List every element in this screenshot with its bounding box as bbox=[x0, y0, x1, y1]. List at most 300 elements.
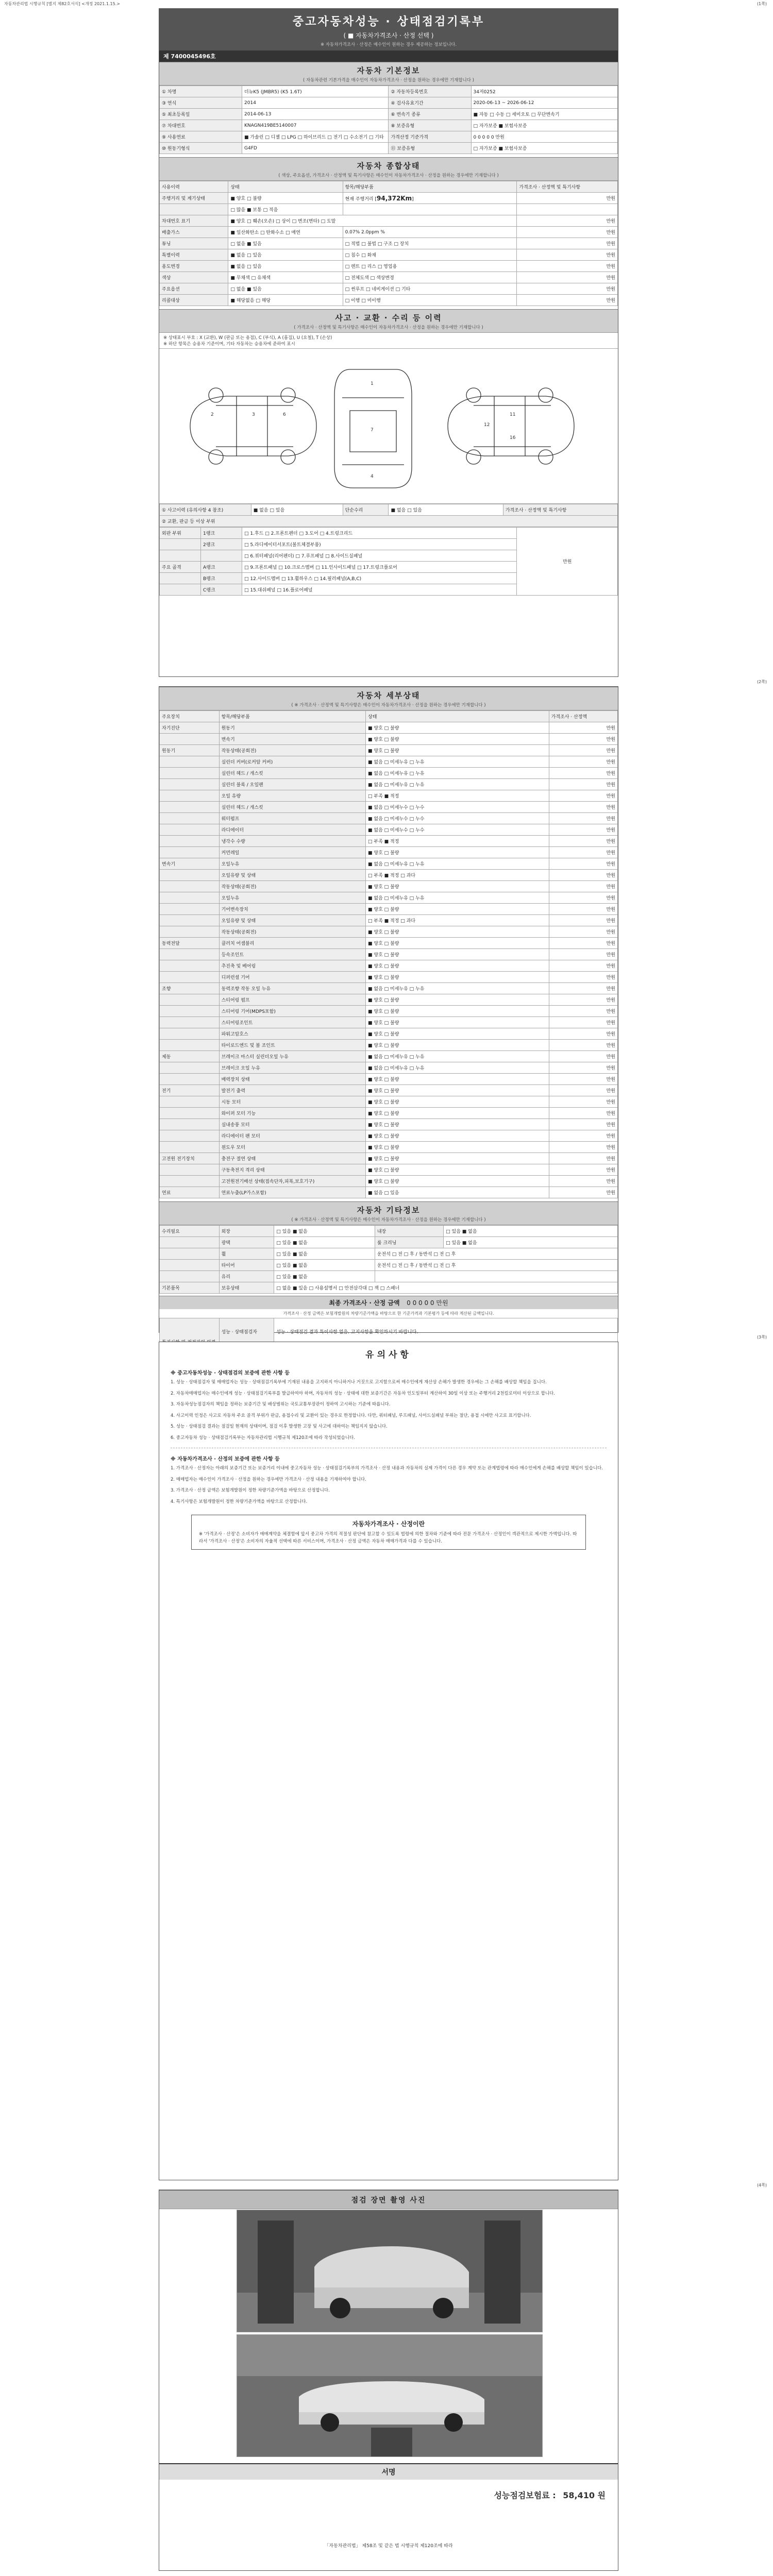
special-row bbox=[160, 1318, 618, 1345]
group: 수리필요 bbox=[160, 1226, 220, 1237]
price: 만원 bbox=[549, 1130, 617, 1142]
state: 운전석 □ 전 □ 후 / 동반석 □ 전 □ 후 bbox=[375, 1248, 617, 1260]
state: □ 없음 ■ 있음 □ 사용설명서 □ 안전삼각대 □ 잭 □ 스패너 bbox=[274, 1282, 618, 1294]
item: 외장 bbox=[219, 1226, 274, 1237]
state: □ 있음 ■ 없음 bbox=[274, 1248, 375, 1260]
item: 광택 bbox=[219, 1237, 274, 1248]
basic-info-title: 자동차 기본정보 bbox=[357, 66, 421, 75]
detail-row bbox=[160, 790, 618, 802]
group bbox=[160, 1248, 220, 1260]
price: 만원 bbox=[549, 836, 617, 847]
other-heading bbox=[159, 1201, 618, 1225]
detail-row bbox=[160, 745, 618, 756]
basic-row bbox=[160, 109, 618, 120]
device bbox=[160, 1074, 220, 1085]
car-diagram bbox=[159, 348, 618, 504]
state: 운전석 □ 전 □ 후 / 동반석 □ 전 □ 후 bbox=[375, 1260, 617, 1271]
state: ■ 양호 □ 불량 bbox=[366, 1006, 549, 1017]
inspection-photo-2 bbox=[237, 2334, 543, 2457]
device bbox=[160, 926, 220, 938]
detail-row bbox=[160, 813, 618, 824]
item: 오일누유 bbox=[219, 858, 365, 870]
item: 유리 bbox=[219, 1271, 274, 1282]
state: ■ 양호 □ 불량 bbox=[366, 1130, 549, 1142]
basic-info-subtitle: ( 자동차관련 기본가격을 매수인이 자동차가격조사 · 산정을 원하는 경우에만 기재합니다 ) bbox=[303, 78, 474, 83]
item: 휠 bbox=[219, 1248, 274, 1260]
fee-label: 성능점검보험료 : bbox=[494, 2490, 556, 2500]
detail-row bbox=[160, 1040, 618, 1051]
item: 스티어링조인트 bbox=[219, 1017, 365, 1028]
detail-title: 자동차 세부상태 bbox=[357, 691, 421, 700]
rank: B랭크 bbox=[201, 573, 242, 584]
item: 클러치 어셈블리 bbox=[219, 938, 365, 949]
item: 오일누유 bbox=[219, 892, 365, 904]
price: 만원 bbox=[549, 847, 617, 858]
state: □ 있음 ■ 없음 bbox=[444, 1237, 618, 1248]
state: ■ 양호 □ 불량 bbox=[366, 745, 549, 756]
detail-row bbox=[160, 881, 618, 892]
price: 만원 bbox=[549, 722, 617, 734]
item: 내장 bbox=[375, 1226, 443, 1237]
other-row bbox=[160, 1271, 618, 1282]
price: 만원 bbox=[549, 824, 617, 836]
page-strip-1 bbox=[0, 1, 773, 7]
price: 만원 bbox=[549, 926, 617, 938]
detail-row bbox=[160, 994, 618, 1006]
device bbox=[160, 802, 220, 813]
item: 추진축 및 베어링 bbox=[219, 960, 365, 972]
caution-item: 2. 매매업자는 매수인이 가격조사 · 산정을 원하는 경우에만 가격조사 · 산정 내용을 기재하여야 합니다. bbox=[171, 1477, 366, 1482]
svg-text:11: 11 bbox=[510, 412, 516, 417]
item: 보유상태 bbox=[219, 1282, 274, 1294]
summary-row bbox=[160, 215, 618, 227]
other-row bbox=[160, 1237, 618, 1248]
label: 색상 bbox=[160, 272, 228, 283]
photo-illustration bbox=[237, 2335, 542, 2456]
detail-row bbox=[160, 972, 618, 983]
detail-header-row bbox=[160, 711, 618, 722]
price: 만원 bbox=[549, 1051, 617, 1062]
parts: □ 15.대쉬패널 □ 16.플로어패널 bbox=[242, 584, 517, 596]
parts: □ 5.라디에이터서포트(볼트체결부품) bbox=[242, 539, 517, 550]
price-col: 가격조사 · 산정액 및 특기사항 bbox=[503, 504, 617, 516]
price: 만원 bbox=[549, 734, 617, 745]
price: 만원 bbox=[549, 768, 617, 779]
state: ■ 없음 □ 미세누수 □ 누수 bbox=[366, 813, 549, 824]
state: ■ 양호 □ 불량 bbox=[366, 960, 549, 972]
label: 특별이력 bbox=[160, 249, 228, 261]
label: 주요옵션 bbox=[160, 283, 228, 295]
item: 시동 모터 bbox=[219, 1096, 365, 1108]
photos-heading bbox=[159, 2190, 618, 2209]
item: 오일유량 및 상태 bbox=[219, 915, 365, 926]
part: □ 이행 □ 미이행 bbox=[343, 295, 517, 306]
page-4 bbox=[159, 2190, 618, 2571]
summary-heading bbox=[159, 157, 618, 181]
device bbox=[160, 1176, 220, 1187]
price: 만원 bbox=[549, 870, 617, 881]
cautions-section-1: ※ 중고자동차성능 · 상태점검의 보증에 관한 사항 등 bbox=[171, 1370, 290, 1376]
item: 스티어링 펌프 bbox=[219, 994, 365, 1006]
page-number: (1쪽) bbox=[757, 2, 767, 6]
item: 파워고압호스 bbox=[219, 1028, 365, 1040]
state: ■ 없음 □ 미세누유 □ 누유 bbox=[366, 892, 549, 904]
device bbox=[160, 915, 220, 926]
label bbox=[160, 204, 228, 215]
state: ■ 양호 □ 불량 bbox=[366, 926, 549, 938]
caution-item: 4. 사고이력 인정은 사고로 자동차 주요 골격 부위가 판금, 용접수리 및 교환이 있는 경우로 한정합니다. 다만, 쿼터패널, 루프패널, 사이드실패널 부위는 절단, 용접 시에만 사고로 표기합니다. bbox=[171, 1413, 531, 1418]
item: 연료누출(LP가스포함) bbox=[219, 1187, 365, 1198]
label: ⑨ 사용연료 bbox=[160, 131, 242, 143]
item: 스티어링 기어(MDPS포함) bbox=[219, 1006, 365, 1017]
group: 기본품목 bbox=[160, 1282, 220, 1294]
summary-subtitle: ( 색상, 주요옵션, 가격조사 · 산정액 및 특기사항은 매수인이 자동차가격조사 · 산정을 원하는 경우에만 기재합니다 ) bbox=[278, 173, 499, 178]
caution-item: 6. 중고자동차 성능 · 상태점검기록부는 자동차관리법 시행규칙 제120조에 따라 작성되었습니다. bbox=[171, 1435, 355, 1440]
accident-legend bbox=[159, 333, 618, 348]
state: □ 없음 ■ 있음 bbox=[228, 238, 343, 249]
group bbox=[160, 1237, 220, 1248]
detail-row bbox=[160, 1085, 618, 1096]
group: 외판 부위 bbox=[160, 528, 201, 539]
state: ■ 양호 □ 불량 bbox=[366, 1108, 549, 1119]
detail-row bbox=[160, 722, 618, 734]
value: 2020-06-13 ~ 2026-06-12 bbox=[471, 97, 618, 109]
summary-row bbox=[160, 193, 618, 204]
detail-row bbox=[160, 734, 618, 745]
price: 만원 bbox=[549, 1153, 617, 1164]
price: 만원 bbox=[549, 915, 617, 926]
device: 고전원 전기장치 bbox=[160, 1153, 220, 1164]
state: ■ 양호 □ 불량 bbox=[366, 881, 549, 892]
label: ① 차명 bbox=[160, 86, 242, 97]
other-title: 자동차 기타정보 bbox=[357, 1206, 421, 1215]
device bbox=[160, 836, 220, 847]
price: 만원 bbox=[517, 227, 618, 238]
detail-row bbox=[160, 949, 618, 960]
device bbox=[160, 847, 220, 858]
part: 0.07% 2.0ppm % bbox=[343, 227, 517, 238]
state: ■ 없음 □ 미세누유 □ 누유 bbox=[366, 1062, 549, 1074]
detail-table bbox=[159, 710, 618, 1198]
label: 튜닝 bbox=[160, 238, 228, 249]
device bbox=[160, 892, 220, 904]
other-row bbox=[160, 1226, 618, 1237]
price: 만원 bbox=[517, 193, 618, 204]
device: 전기 bbox=[160, 1085, 220, 1096]
other-row bbox=[160, 1282, 618, 1294]
detail-row bbox=[160, 892, 618, 904]
detail-row bbox=[160, 1187, 618, 1198]
special-sub: 성능 · 상태점검자 bbox=[219, 1318, 274, 1345]
insurance-fee bbox=[159, 2480, 618, 2506]
summary-row bbox=[160, 238, 618, 249]
item: 작동상태(공회전) bbox=[219, 926, 365, 938]
accident-subtitle: ( 가격조사 · 산정액 및 특기사항은 매수인이 자동차가격조사 · 산정을 원하는 경우에만 기재합니다 ) bbox=[294, 325, 483, 330]
box-title: 자동차가격조사 · 산정이란 bbox=[352, 1520, 425, 1528]
item: 작동상태(공회전) bbox=[219, 745, 365, 756]
part: □ 썬루프 □ 네비게이션 □ 기타 bbox=[343, 283, 517, 295]
accident-heading bbox=[159, 309, 618, 333]
label: ⑤ 최초등록일 bbox=[160, 109, 242, 120]
part: □ 적법 □ 불법 □ 구조 □ 장치 bbox=[343, 238, 517, 249]
detail-row bbox=[160, 1062, 618, 1074]
summary-table bbox=[159, 181, 618, 306]
page-3 bbox=[159, 1342, 618, 2180]
state: ■ 양호 □ 훼손(오손) □ 상이 □ 변조(변타) □ 도말 bbox=[228, 215, 517, 227]
price: 만원 bbox=[549, 1096, 617, 1108]
detail-row bbox=[160, 904, 618, 915]
detail-row bbox=[160, 926, 618, 938]
state: ■ 양호 □ 불량 bbox=[366, 734, 549, 745]
detail-row bbox=[160, 1051, 618, 1062]
state: □ 부족 ■ 적정 bbox=[366, 836, 549, 847]
group bbox=[160, 539, 201, 550]
price: 만원 bbox=[549, 1108, 617, 1119]
state: □ 없음 ■ 있음 bbox=[228, 283, 343, 295]
summary-row bbox=[160, 272, 618, 283]
device bbox=[160, 904, 220, 915]
price: 만원 bbox=[549, 1017, 617, 1028]
device bbox=[160, 1062, 220, 1074]
cautions-title: 유의사항 bbox=[365, 1350, 412, 1360]
state bbox=[375, 1271, 617, 1282]
svg-text:12: 12 bbox=[484, 422, 490, 428]
value: ■ 없음 □ 있음 bbox=[389, 504, 503, 516]
price: 만원 bbox=[517, 295, 618, 306]
state: ■ 양호 □ 불량 bbox=[366, 1176, 549, 1187]
group bbox=[160, 1260, 220, 1271]
mileage-label: 현재 주행거리 bbox=[345, 196, 374, 202]
item: 실내송풍 모터 bbox=[219, 1119, 365, 1130]
summary-header-row bbox=[160, 181, 618, 193]
group bbox=[160, 550, 201, 562]
document-number: 제 7400045496호 bbox=[159, 50, 618, 62]
photos-title: 점검 장면 촬영 사진 bbox=[351, 2196, 426, 2205]
part: □ 침수 □ 화재 bbox=[343, 249, 517, 261]
label: 배출가스 bbox=[160, 227, 228, 238]
label: ⑧ 보증유형 bbox=[389, 120, 471, 131]
state: ■ 양호 □ 불량 bbox=[366, 722, 549, 734]
item: 충전구 절연 상태 bbox=[219, 1153, 365, 1164]
value: □ 자가보증 ■ 보험사보증 bbox=[471, 120, 618, 131]
detail-row bbox=[160, 802, 618, 813]
price: 만원 bbox=[549, 960, 617, 972]
state: ■ 양호 □ 불량 bbox=[366, 1085, 549, 1096]
basic-info-table bbox=[159, 86, 618, 154]
price: 만원 bbox=[549, 994, 617, 1006]
item: 룸 크리닝 bbox=[375, 1237, 443, 1248]
item: 라디에이터 팬 모터 bbox=[219, 1130, 365, 1142]
state: ■ 해당없음 □ 해당 bbox=[228, 295, 343, 306]
state: ■ 없음 □ 미세누유 □ 누유 bbox=[366, 1051, 549, 1062]
state: ■ 없음 □ 있음 bbox=[366, 1187, 549, 1198]
col-header: 가격조사 · 산정액 bbox=[549, 711, 617, 722]
price: 만원 bbox=[517, 238, 618, 249]
detail-row bbox=[160, 1096, 618, 1108]
detail-row bbox=[160, 915, 618, 926]
state: ■ 양호 □ 불량 bbox=[366, 1096, 549, 1108]
state: ■ 일산화탄소 □ 탄화수소 □ 매연 bbox=[228, 227, 343, 238]
detail-row bbox=[160, 779, 618, 790]
device bbox=[160, 1130, 220, 1142]
rank: C랭크 bbox=[201, 584, 242, 596]
price: 만원 bbox=[549, 858, 617, 870]
device bbox=[160, 949, 220, 960]
page-number: (3쪽) bbox=[757, 1335, 767, 1340]
item: 실린더 헤드 / 개스킷 bbox=[219, 802, 365, 813]
final-price-value: 0 0 0 0 0 만원 bbox=[407, 1299, 448, 1307]
state: ■ 양호 □ 불량 bbox=[366, 1119, 549, 1130]
price: 만원 bbox=[517, 261, 618, 272]
col-header: 항목/해당부품 bbox=[219, 711, 365, 722]
col-header: 상태 bbox=[366, 711, 549, 722]
item: 동력조향 작동 오일 누유 bbox=[219, 983, 365, 994]
detail-row bbox=[160, 938, 618, 949]
state: ■ 없음 □ 미세누유 □ 누유 bbox=[366, 779, 549, 790]
label: ⑦ 차대번호 bbox=[160, 120, 242, 131]
parts: □ 1.후드 □ 2.프론트펜더 □ 3.도어 □ 4.트렁크리드 bbox=[242, 528, 517, 539]
item: 냉각수 수량 bbox=[219, 836, 365, 847]
summary-title: 자동차 종합상태 bbox=[357, 161, 421, 171]
parts: □ 9.프론트패널 □ 10.크로스멤버 □ 11.인사이드패널 □ 17.트렁크플로어 bbox=[242, 562, 517, 573]
device bbox=[160, 960, 220, 972]
special-text: 성능 · 상태점검 결과 특이사항 없음. 고지사항을 확인하시기 바랍니다. bbox=[274, 1318, 618, 1345]
rank-title: ② 교환, 판금 등 이상 부위 bbox=[160, 516, 618, 527]
item: 실린더 헤드 / 개스킷 bbox=[219, 768, 365, 779]
device bbox=[160, 1108, 220, 1119]
accident-title: 사고 · 교환 · 수리 등 이력 bbox=[335, 313, 442, 323]
item: 타이로드엔드 및 볼 조인트 bbox=[219, 1040, 365, 1051]
value: ■ 가솔린 □ 디젤 □ LPG □ 하이브리드 □ 전기 □ 수소전기 □ 기타 bbox=[242, 131, 389, 143]
item: 커먼레일 bbox=[219, 847, 365, 858]
device bbox=[160, 1028, 220, 1040]
rank: A랭크 bbox=[201, 562, 242, 573]
device bbox=[160, 779, 220, 790]
state: □ 있음 ■ 없음 bbox=[274, 1271, 375, 1282]
price: 만원 bbox=[549, 1040, 617, 1051]
price: 만원 bbox=[549, 1085, 617, 1096]
device bbox=[160, 1017, 220, 1028]
detail-row bbox=[160, 1028, 618, 1040]
price: 만원 bbox=[549, 949, 617, 960]
part: □ 전체도색 □ 색상변경 bbox=[343, 272, 517, 283]
summary-row bbox=[160, 249, 618, 261]
price: 만원 bbox=[549, 892, 617, 904]
label: 리콜대상 bbox=[160, 295, 228, 306]
state: ■ 없음 □ 있음 bbox=[228, 249, 343, 261]
col-header: 가격조사 · 산정액 및 특기사항 bbox=[517, 181, 618, 193]
page-1 bbox=[159, 8, 618, 677]
page-strip-4 bbox=[0, 2182, 773, 2189]
price bbox=[517, 204, 618, 215]
page-2 bbox=[159, 686, 618, 1333]
svg-text:3: 3 bbox=[252, 412, 255, 417]
caution-item: 3. 가격조사 · 산정 금액은 보험개발원이 정한 차량기준가액을 바탕으로 산정합니다. bbox=[171, 1488, 330, 1493]
device bbox=[160, 734, 220, 745]
value: 34저0252 bbox=[471, 86, 618, 97]
state: ■ 무채색 □ 유채색 bbox=[228, 272, 343, 283]
form-note: ※ 자동차가격조사 · 산정은 매수인이 원하는 경우 제공하는 정보입니다. bbox=[320, 42, 457, 47]
other-row bbox=[160, 1248, 618, 1260]
item: 작동상태(공회전) bbox=[219, 881, 365, 892]
detail-row bbox=[160, 768, 618, 779]
state: ■ 없음 □ 미세누유 □ 누유 bbox=[366, 756, 549, 768]
summary-row bbox=[160, 227, 618, 238]
svg-text:2: 2 bbox=[211, 412, 214, 417]
label: 가격산정 기준가격 bbox=[389, 131, 471, 143]
svg-text:6: 6 bbox=[283, 412, 286, 417]
value: KNAGN419BE5140007 bbox=[242, 120, 389, 131]
caution-item: 5. 성능 · 상태점검 결과는 점검일 현재의 상태이며, 점검 이후 발생한 고장 및 사고에 대하여는 책임지지 않습니다. bbox=[171, 1424, 388, 1429]
device bbox=[160, 1119, 220, 1130]
device: 자기진단 bbox=[160, 722, 220, 734]
label: ⑪ 보증유형 bbox=[389, 143, 471, 154]
device bbox=[160, 1040, 220, 1051]
device: 원동기 bbox=[160, 745, 220, 756]
mileage-cell: 현재 주행거리 [94,372Km] bbox=[343, 193, 517, 204]
other-row bbox=[160, 1260, 618, 1271]
detail-row bbox=[160, 1074, 618, 1085]
detail-row bbox=[160, 1153, 618, 1164]
item: 발전기 출력 bbox=[219, 1085, 365, 1096]
detail-row bbox=[160, 756, 618, 768]
state: ■ 없음 □ 미세누수 □ 누수 bbox=[366, 824, 549, 836]
state: ■ 양호 □ 불량 bbox=[366, 949, 549, 960]
law-reference: 「자동차관리법」 제58조 및 같은 법 시행규칙 제120조에 따라 bbox=[324, 2544, 453, 2549]
value: □ 자가보증 ■ 보험사보증 bbox=[471, 143, 618, 154]
item: 윈도우 모터 bbox=[219, 1142, 365, 1153]
svg-text:16: 16 bbox=[510, 435, 516, 440]
detail-heading bbox=[159, 687, 618, 710]
price: 만원 bbox=[517, 249, 618, 261]
rank bbox=[201, 550, 242, 562]
price: 만원 bbox=[549, 790, 617, 802]
summary-row bbox=[160, 295, 618, 306]
label: ② 자동차등록번호 bbox=[389, 86, 471, 97]
legend-line: ※ 하단 항목은 승용차 기준이며, 기타 자동차는 승용차에 준하여 표시 bbox=[163, 342, 295, 347]
final-price-label: 최종 가격조사 · 산정 금액 bbox=[329, 1299, 400, 1307]
detail-row bbox=[160, 1176, 618, 1187]
value: G4FD bbox=[242, 143, 389, 154]
summary-row bbox=[160, 204, 618, 215]
price: 만원 bbox=[549, 779, 617, 790]
basic-info-heading bbox=[159, 62, 618, 86]
item: 라디에이터 bbox=[219, 824, 365, 836]
fee-value: 58,410 원 bbox=[563, 2490, 606, 2500]
rank: 1랭크 bbox=[201, 528, 242, 539]
box-text: ※ '가격조사 · 산정'은 소비자가 매매계약을 체결함에 앞서 중고차 가격의 적절성 판단에 참고할 수 있도록 법령에 의한 절차와 기준에 따라 전문 가격조사 · 산정인이 객관적으로 제시한 가액입니다. 따라서 '가격조사 · 산정'은 소비자의 자율적 선택에 따른 서비스이며, 가격조사 · 산정 금액은 자동차 매매가격과 다를 수 있습니다. bbox=[199, 1532, 577, 1544]
label: ③ 연식 bbox=[160, 97, 242, 109]
state: ■ 양호 □ 불량 bbox=[366, 994, 549, 1006]
item: 실린더 커버(로커암 커버) bbox=[219, 756, 365, 768]
device bbox=[160, 1164, 220, 1176]
price: 만원 bbox=[549, 756, 617, 768]
detail-subtitle: ( ※ 가격조사 · 산정액 및 특기사항은 매수인이 자동차가격조사 · 산정을 원하는 경우에만 기재합니다 ) bbox=[291, 703, 486, 708]
price: 만원 bbox=[549, 881, 617, 892]
label: ⑩ 원동기형식 bbox=[160, 143, 242, 154]
item: 변속기 bbox=[219, 734, 365, 745]
detail-row bbox=[160, 983, 618, 994]
price: 만원 bbox=[549, 1142, 617, 1153]
caution-item: 4. 특기사항은 보험개발원이 정한 차량기준가액을 바탕으로 산정합니다. bbox=[171, 1499, 308, 1504]
state: ■ 양호 □ 불량 bbox=[366, 1164, 549, 1176]
state: ■ 양호 □ 불량 bbox=[366, 1028, 549, 1040]
car-outline-diagram bbox=[159, 349, 618, 503]
state: □ 있음 ■ 없음 bbox=[274, 1260, 375, 1271]
state: ■ 양호 □ 불량 bbox=[228, 193, 343, 204]
summary-row bbox=[160, 261, 618, 272]
device: 동력전달 bbox=[160, 938, 220, 949]
